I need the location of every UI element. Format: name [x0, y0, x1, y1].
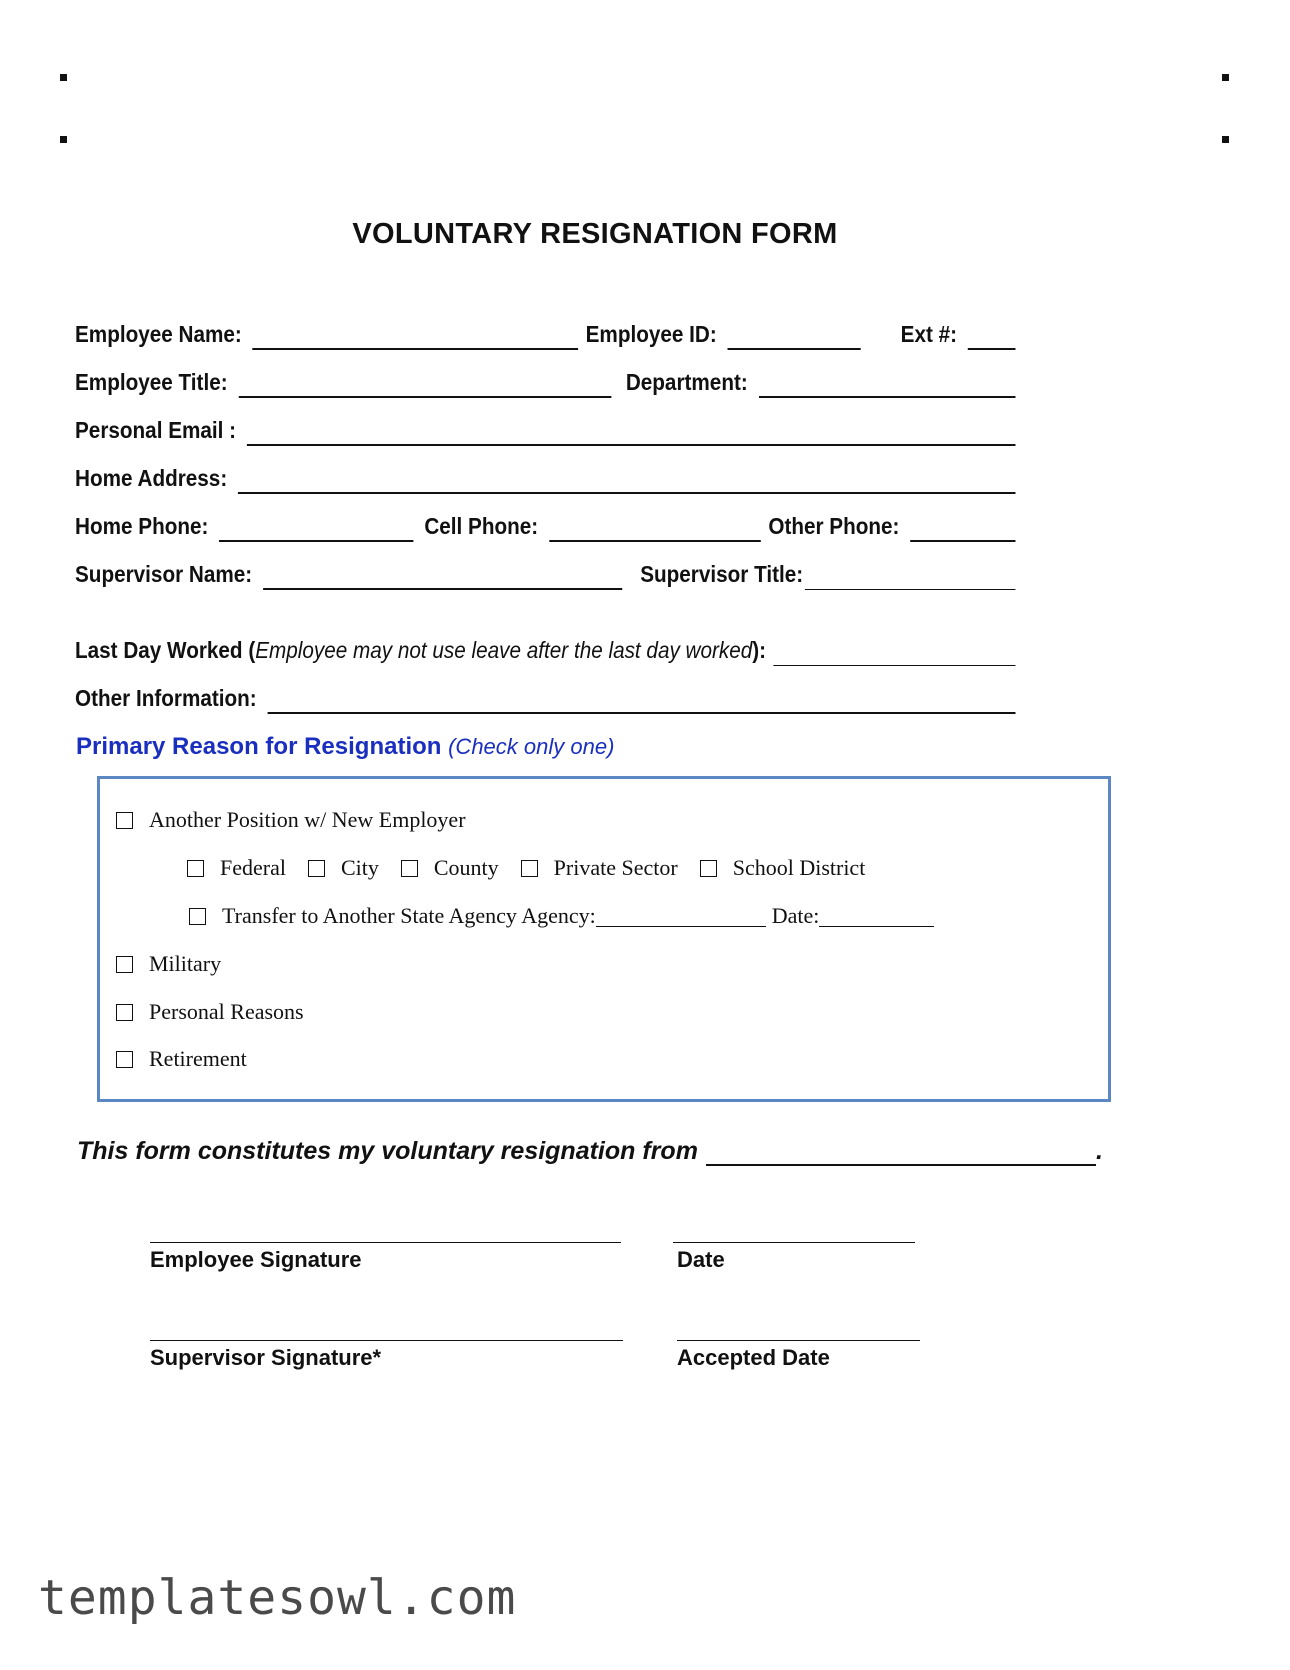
home-address-label: Home Address:: [75, 465, 228, 491]
employee-name-label: Employee Name:: [75, 321, 242, 347]
cell-phone-field[interactable]: [549, 518, 761, 542]
row-last-day: [75, 632, 1016, 666]
employee-id-field[interactable]: [728, 326, 861, 350]
supervisor-name-field[interactable]: [263, 566, 622, 590]
checkbox-icon[interactable]: [700, 860, 717, 877]
employee-name-field[interactable]: [253, 326, 579, 350]
row-phones: [75, 508, 1016, 542]
reason-heading-text: Primary Reason for Resignation: [76, 733, 442, 760]
ext-label: Ext #:: [900, 321, 958, 347]
option-city[interactable]: City: [340, 855, 379, 880]
row-other-info: [75, 680, 1016, 714]
checkbox-icon[interactable]: [116, 1051, 133, 1068]
transfer-label: Transfer to Another State Agency Agency:: [222, 903, 596, 928]
row-title: [75, 364, 1016, 398]
statement-text: This form constitutes my voluntary resignation from: [77, 1137, 698, 1165]
row-supervisor: [75, 556, 1016, 590]
employee-signature-line[interactable]: [150, 1242, 621, 1243]
option-label: Another Position w/ New Employer: [149, 807, 466, 832]
last-day-label-text: Last Day Worked (: [75, 637, 256, 663]
date-line[interactable]: [673, 1242, 915, 1243]
checkbox-icon[interactable]: [116, 956, 133, 973]
last-day-field[interactable]: [773, 643, 1015, 666]
personal-email-label: Personal Email :: [75, 417, 237, 443]
transfer-date-label: Date:: [771, 903, 820, 928]
option-transfer: [189, 903, 934, 929]
personal-email-field[interactable]: [247, 422, 1016, 446]
supervisor-title-field[interactable]: [805, 567, 1016, 590]
other-information-label: Other Information:: [75, 685, 257, 711]
corner-mark: [1222, 74, 1229, 81]
checkbox-icon[interactable]: [401, 860, 418, 877]
supervisor-signature-label: Supervisor Signature*: [150, 1345, 382, 1370]
row-employee: [75, 316, 1016, 350]
option-federal[interactable]: Federal: [220, 855, 286, 880]
option-private-sector[interactable]: Private Sector: [553, 855, 678, 880]
department-label: Department:: [625, 369, 748, 395]
other-information-field[interactable]: [268, 690, 1016, 714]
supervisor-name-label: Supervisor Name:: [75, 561, 253, 587]
employee-title-field[interactable]: [238, 374, 611, 398]
option-school-district[interactable]: School District: [732, 855, 866, 880]
resignation-from-field[interactable]: [706, 1142, 1096, 1166]
last-day-label: [75, 637, 766, 666]
reason-heading-note: (Check only one): [448, 734, 615, 759]
last-day-note: Employee may not use leave after the last day worked: [255, 637, 753, 663]
checkbox-icon[interactable]: [116, 1004, 133, 1021]
home-phone-field[interactable]: [219, 518, 413, 542]
row-email: [75, 412, 1016, 446]
reason-box: [97, 776, 1111, 1102]
other-phone-field[interactable]: [910, 518, 1015, 542]
checkbox-icon[interactable]: [521, 860, 538, 877]
option-label: Personal Reasons: [149, 999, 304, 1024]
checkbox-icon[interactable]: [308, 860, 325, 877]
form-title: VOLUNTARY RESIGNATION FORM: [352, 218, 838, 250]
resignation-statement: [77, 1137, 1103, 1166]
supervisor-signature-line[interactable]: [150, 1340, 623, 1341]
checkbox-icon[interactable]: [116, 812, 133, 829]
transfer-date-field[interactable]: [819, 906, 934, 927]
corner-mark: [60, 74, 67, 81]
employee-id-label: Employee ID:: [585, 321, 717, 347]
accepted-date-label: Accepted Date: [677, 1345, 830, 1370]
last-day-label-close: ):: [752, 637, 767, 663]
department-field[interactable]: [759, 374, 1016, 398]
corner-mark: [60, 136, 67, 143]
option-another-position[interactable]: [116, 807, 466, 833]
cell-phone-label: Cell Phone:: [424, 513, 539, 539]
reason-heading: [76, 733, 614, 761]
accepted-date-line[interactable]: [677, 1340, 920, 1341]
watermark: templatesowl.com: [38, 1570, 517, 1626]
home-address-field[interactable]: [238, 470, 1015, 494]
employee-title-label: Employee Title:: [75, 369, 228, 395]
row-address: [75, 460, 1016, 494]
date-label: Date: [677, 1247, 725, 1272]
transfer-agency-field[interactable]: [596, 906, 766, 927]
supervisor-title-label: Supervisor Title:: [640, 561, 804, 587]
employee-signature-label: Employee Signature: [150, 1247, 362, 1272]
statement-end: .: [1095, 1137, 1103, 1165]
option-military[interactable]: [116, 951, 221, 977]
checkbox-icon[interactable]: [189, 908, 206, 925]
option-label: Retirement: [149, 1046, 247, 1071]
option-personal-reasons[interactable]: [116, 999, 304, 1025]
option-retirement[interactable]: [116, 1046, 247, 1072]
other-phone-label: Other Phone:: [768, 513, 900, 539]
sub-options: [187, 855, 865, 881]
option-label: Military: [149, 951, 222, 976]
corner-mark: [1222, 136, 1229, 143]
ext-field[interactable]: [968, 326, 1016, 350]
home-phone-label: Home Phone:: [75, 513, 209, 539]
option-county[interactable]: County: [433, 855, 499, 880]
checkbox-icon[interactable]: [187, 860, 204, 877]
